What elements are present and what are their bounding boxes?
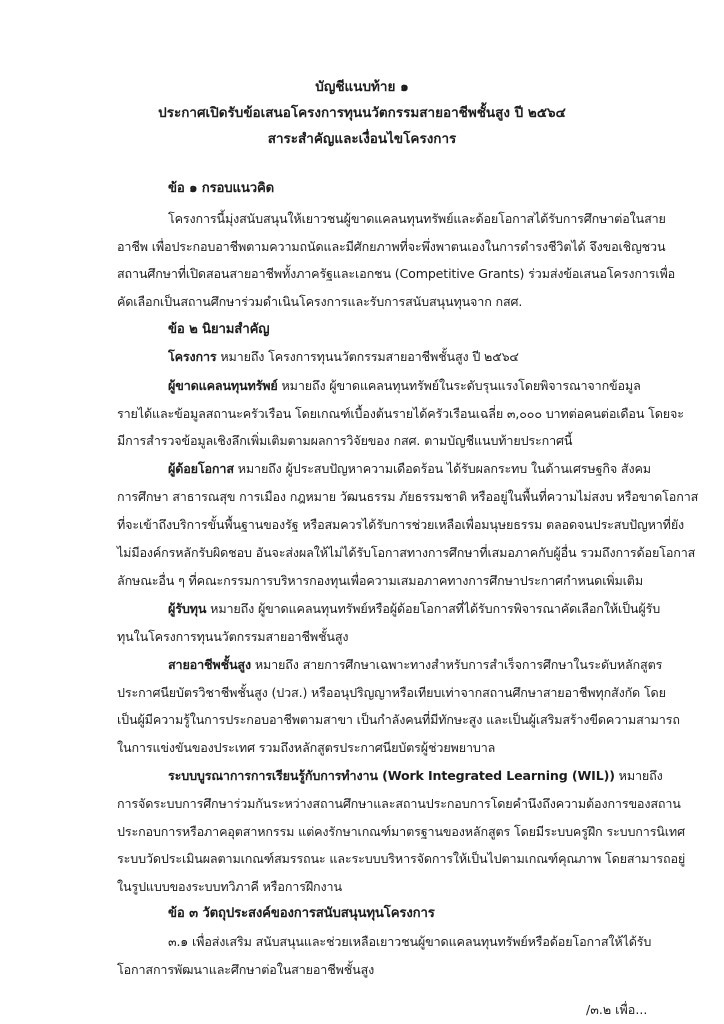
definition-text: ที่จะเข้าถึงบริการขั้นพื้นฐานของรัฐ หรือสมควรได้รับการช่วยเหลือเพื่อมนุษยธรรม ตลอดจนประสบปัญหาที่ยัง [117, 517, 685, 532]
definition-text: ในการแข่งขันของประเทศ รวมถึงหลักสูตรประกาศนียบัตรผู้ช่วยพยาบาล [117, 740, 496, 755]
definition-text: หมายถึง ผู้ขาดแคลนทุนทรัพย์หรือผู้ด้อยโอกาสที่ได้รับการพิจารณาคัดเลือกให้เป็นผู้รับ [206, 601, 661, 616]
definition-text: การจัดระบบการศึกษาร่วมกันระหว่างสถานศึกษาและสถานประกอบการโดยคำนึงถึงความต้องการของสถาน [117, 796, 681, 811]
section-1-line: คัดเลือกเป็นสถานศึกษาร่วมดำเนินโครงการและรับการสนับสนุนทุนจาก กสศ. [117, 294, 523, 309]
definition-text: ระบบวัดประเมินผลตามเกณฑ์สมรรถนะ และระบบบริหารจัดการให้เป็นไปตามเกณฑ์คุณภาพ โดยสามารถอยู่ [117, 851, 686, 866]
definition-higher-vocational [168, 656, 662, 673]
definition-term: โครงการ [168, 349, 217, 364]
section-3-heading: ข้อ ๓ วัตถุประสงค์ของการสนับสนุนทุนโครงการ [168, 906, 435, 921]
definition-text: หมายถึง [614, 768, 663, 783]
section-3-line: โอกาสการพัฒนาและศึกษาต่อในสายอาชีพชั้นสูง [117, 962, 375, 977]
definition-text: ประกอบการหรือภาคอุตสาหกรรม แต่คงรักษาเกณฑ์มาตรฐานของหลักสูตร โดยมีระบบครูฝึก ระบบการนิเทศ [117, 824, 685, 839]
definition-needy [168, 377, 641, 394]
definition-term: ผู้ขาดแคลนทุนทรัพย์ [168, 378, 278, 393]
definition-project [168, 348, 519, 365]
definition-text: ทุนในโครงการทุนนวัตกรรมสายอาชีพชั้นสูง [117, 629, 349, 644]
section-1-line: โครงการนี้มุ่งสนับสนุนให้เยาวชนผู้ขาดแคลนทุนทรัพย์และด้อยโอกาสได้รับการศึกษาต่อในสาย [168, 211, 666, 226]
definition-term: ระบบบูรณาการการเรียนรู้กับการทำงาน (Work Integrated Learning (WIL)) [168, 768, 615, 783]
definition-text: การศึกษา สาธารณสุข การเมือง กฎหมาย วัฒนธรรม ภัยธรรมชาติ หรืออยู่ในพื้นที่ความไม่สงบ หรือขาดโอกาส [117, 489, 699, 504]
definition-text: ลักษณะอื่น ๆ ที่คณะกรรมการบริหารกองทุนเพื่อความเสมอภาคทางการศึกษาประกาศกำหนดเพิ่มเติม [117, 573, 643, 588]
definition-text: หมายถึง โครงการทุนนวัตกรรมสายอาชีพชั้นสูง ปี ๒๕๖๔ [216, 349, 519, 364]
definition-text: ประกาศนียบัตรวิชาชีพชั้นสูง (ปวส.) หรืออนุปริญญาหรือเทียบเท่าจากสถานศึกษาสายอาชีพทุกสังกัด โดย [117, 685, 666, 700]
subtitle: สาระสำคัญและเงื่อนไขโครงการ [267, 131, 457, 147]
definition-term: ผู้รับทุน [168, 601, 207, 616]
definition-term: สายอาชีพชั้นสูง [168, 657, 251, 672]
definition-disadvantaged [168, 460, 651, 477]
definition-text: หมายถึง ผู้ขาดแคลนทุนทรัพย์ในระดับรุนแรงโดยพิจารณาจากข้อมูล [277, 378, 641, 393]
definition-wil [168, 767, 663, 784]
continuation-marker: /๓.๒ เพื่อ... [586, 1002, 648, 1017]
announcement-title: ประกาศเปิดรับข้อเสนอโครงการทุนนวัตกรรมสายอาชีพชั้นสูง ปี ๒๕๖๔ [158, 105, 566, 121]
definition-text: รายได้และข้อมูลสถานะครัวเรือน โดยเกณฑ์เบื้องต้นรายได้ครัวเรือนเฉลี่ย ๓,๐๐๐ บาทต่อคนต่อเดือน โดยจะ [117, 406, 684, 421]
definition-recipient [168, 600, 660, 617]
section-1-line: อาชีพ เพื่อประกอบอาชีพตามความถนัดและมีศักยภาพที่จะพึ่งพาตนเองในการดำรงชีวิตได้ จึงขอเชิญชวน [117, 239, 666, 254]
definition-text: หมายถึง สายการศึกษาเฉพาะทางสำหรับการสำเร็จการศึกษาในระดับหลักสูตร [250, 657, 663, 672]
attachment-title: บัญชีแนบท้าย ๑ [315, 79, 409, 95]
definition-term: ผู้ด้อยโอกาส [168, 461, 234, 476]
definition-text: ในรูปแบบของระบบทวิภาคี หรือการฝึกงาน [117, 879, 342, 894]
section-1-line: สถานศึกษาที่เปิดสอนสายอาชีพทั้งภาครัฐและเอกชน (Competitive Grants) ร่วมส่งข้อเสนอโครงการเพื่อ [117, 266, 676, 281]
section-2-heading: ข้อ ๒ นิยามสำคัญ [168, 322, 270, 337]
definition-text: หมายถึง ผู้ประสบปัญหาความเดือดร้อน ได้รับผลกระทบ ในด้านเศรษฐกิจ สังคม [233, 461, 651, 476]
section-3-line: ๓.๑ เพื่อส่งเสริม สนับสนุนและช่วยเหลือเยาวชนผู้ขาดแคลนทุนทรัพย์หรือด้อยโอกาสให้ได้รับ [168, 934, 652, 949]
definition-text: ไม่มีองค์กรหลักรับผิดชอบ อันจะส่งผลให้ไม่ได้รับโอกาสทางการศึกษาที่เสมอภาคกับผู้อื่น รวมถึงการด้อยโอกาส [117, 545, 696, 560]
definition-text: เป็นผู้มีความรู้ในการประกอบอาชีพตามสาขา เป็นกำลังคนที่มีทักษะสูง และเป็นผู้เสริมสร้างขีดความสามารถ [117, 712, 680, 727]
section-1-heading: ข้อ ๑ กรอบแนวคิด [168, 181, 275, 196]
definition-text: มีการสำรวจข้อมูลเชิงลึกเพิ่มเติมตามผลการวิจัยของ กสศ. ตามบัญชีแนบท้ายประกาศนี้ [117, 433, 573, 448]
